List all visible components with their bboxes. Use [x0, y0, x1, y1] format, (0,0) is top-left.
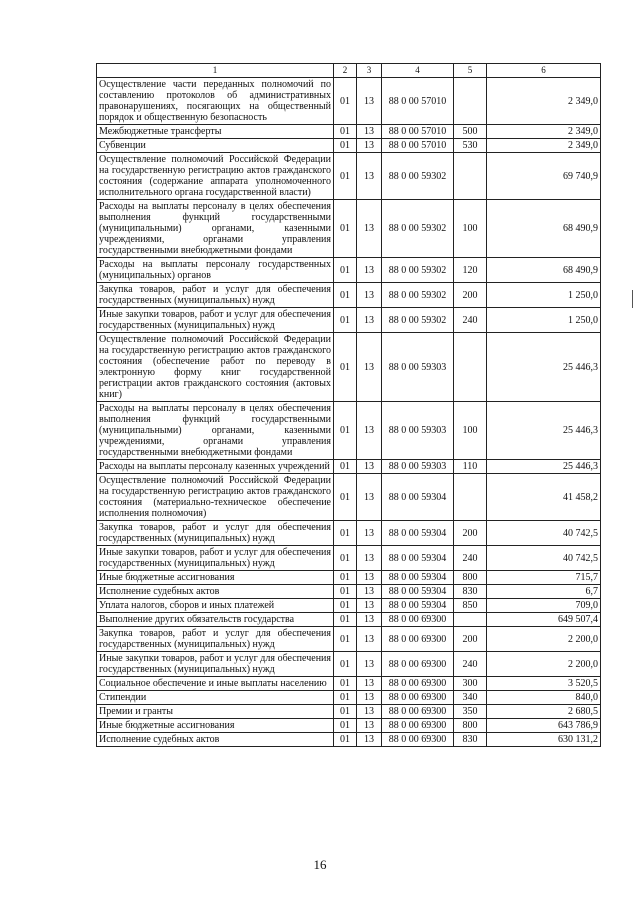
row-subsection: 13 — [357, 627, 382, 652]
row-subsection: 13 — [357, 546, 382, 571]
margin-mark — [632, 290, 633, 308]
row-expense-type: 800 — [454, 571, 487, 585]
row-expense-type — [454, 474, 487, 521]
row-subsection: 13 — [357, 705, 382, 719]
row-expense-type: 830 — [454, 585, 487, 599]
row-target-article: 88 0 00 59302 — [382, 283, 454, 308]
table-row — [97, 719, 601, 733]
table-row — [97, 571, 601, 585]
row-expense-type: 350 — [454, 705, 487, 719]
row-description: Иные закупки товаров, работ и услуг для обеспечения государственных (муниципальных) нужд — [97, 652, 334, 677]
row-amount: 41 458,2 — [487, 474, 601, 521]
row-amount: 840,0 — [487, 691, 601, 705]
row-amount: 25 446,3 — [487, 460, 601, 474]
row-section: 01 — [334, 613, 357, 627]
row-subsection: 13 — [357, 474, 382, 521]
row-target-article: 88 0 00 57010 — [382, 139, 454, 153]
row-target-article: 88 0 00 59303 — [382, 333, 454, 402]
row-description: Премии и гранты — [97, 705, 334, 719]
row-section: 01 — [334, 402, 357, 460]
row-target-article: 88 0 00 69300 — [382, 613, 454, 627]
row-section: 01 — [334, 474, 357, 521]
row-subsection: 13 — [357, 125, 382, 139]
row-description: Расходы на выплаты персоналу в целях обеспечения выполнения функций государственными (муниципальными) органами, казенными учреждениями, органами управления государственными внебюджетными фондами — [97, 402, 334, 460]
row-amount: 2 349,0 — [487, 139, 601, 153]
row-expense-type — [454, 333, 487, 402]
row-section: 01 — [334, 78, 357, 125]
row-description: Закупка товаров, работ и услуг для обеспечения государственных (муниципальных) нужд — [97, 521, 334, 546]
table-row — [97, 460, 601, 474]
table-row — [97, 677, 601, 691]
header-cell: 5 — [454, 64, 487, 78]
table-row — [97, 585, 601, 599]
row-description: Иные бюджетные ассигнования — [97, 719, 334, 733]
table-row — [97, 258, 601, 283]
row-amount: 709,0 — [487, 599, 601, 613]
row-amount: 2 349,0 — [487, 125, 601, 139]
row-expense-type: 240 — [454, 652, 487, 677]
row-section: 01 — [334, 139, 357, 153]
table-row — [97, 521, 601, 546]
row-subsection: 13 — [357, 153, 382, 200]
row-subsection: 13 — [357, 258, 382, 283]
row-subsection: 13 — [357, 139, 382, 153]
row-subsection: 13 — [357, 719, 382, 733]
row-section: 01 — [334, 258, 357, 283]
table-row — [97, 705, 601, 719]
row-section: 01 — [334, 546, 357, 571]
header-cell: 2 — [334, 64, 357, 78]
row-section: 01 — [334, 677, 357, 691]
table-row — [97, 733, 601, 747]
table-row — [97, 613, 601, 627]
row-description: Осуществление полномочий Российской Федерации на государственную регистрацию актов гражданского состояния (содержание аппарата уполномоченного исполнительного органа государственной власти) — [97, 153, 334, 200]
row-description: Уплата налогов, сборов и иных платежей — [97, 599, 334, 613]
row-description: Закупка товаров, работ и услуг для обеспечения государственных (муниципальных) нужд — [97, 283, 334, 308]
row-subsection: 13 — [357, 460, 382, 474]
budget-table — [96, 63, 601, 747]
row-section: 01 — [334, 733, 357, 747]
row-target-article: 88 0 00 59303 — [382, 460, 454, 474]
row-subsection: 13 — [357, 733, 382, 747]
row-expense-type — [454, 78, 487, 125]
row-section: 01 — [334, 691, 357, 705]
row-target-article: 88 0 00 69300 — [382, 677, 454, 691]
row-target-article: 88 0 00 59303 — [382, 402, 454, 460]
row-section: 01 — [334, 460, 357, 474]
row-amount: 715,7 — [487, 571, 601, 585]
row-amount: 68 490,9 — [487, 200, 601, 258]
row-expense-type: 200 — [454, 283, 487, 308]
table-row — [97, 308, 601, 333]
table-row — [97, 546, 601, 571]
table-row — [97, 125, 601, 139]
row-amount: 2 349,0 — [487, 78, 601, 125]
row-expense-type: 100 — [454, 402, 487, 460]
row-section: 01 — [334, 125, 357, 139]
row-description: Осуществление части переданных полномочий по составлению протоколов об административных правонарушениях, посягающих на общественный порядок и общественную безопасность — [97, 78, 334, 125]
row-description: Межбюджетные трансферты — [97, 125, 334, 139]
row-amount: 649 507,4 — [487, 613, 601, 627]
table-row — [97, 78, 601, 125]
table-row — [97, 333, 601, 402]
header-cell: 1 — [97, 64, 334, 78]
table-row — [97, 691, 601, 705]
row-subsection: 13 — [357, 521, 382, 546]
row-subsection: 13 — [357, 402, 382, 460]
row-section: 01 — [334, 333, 357, 402]
row-target-article: 88 0 00 69300 — [382, 652, 454, 677]
row-amount: 1 250,0 — [487, 308, 601, 333]
row-subsection: 13 — [357, 333, 382, 402]
row-description: Исполнение судебных актов — [97, 733, 334, 747]
table-row — [97, 474, 601, 521]
row-amount: 2 200,0 — [487, 652, 601, 677]
table-row — [97, 139, 601, 153]
row-expense-type: 120 — [454, 258, 487, 283]
table-row — [97, 652, 601, 677]
row-target-article: 88 0 00 59304 — [382, 521, 454, 546]
row-target-article: 88 0 00 59304 — [382, 474, 454, 521]
row-subsection: 13 — [357, 283, 382, 308]
header-cell: 4 — [382, 64, 454, 78]
row-expense-type: 240 — [454, 308, 487, 333]
row-description: Осуществление полномочий Российской Федерации на государственную регистрацию актов гражданского состояния (обеспечение работ по переводу в электронную форму книг государственной регистрации актов гражданского состояния (актовых книг) — [97, 333, 334, 402]
row-subsection: 13 — [357, 308, 382, 333]
row-amount: 6,7 — [487, 585, 601, 599]
table-row — [97, 599, 601, 613]
row-expense-type: 800 — [454, 719, 487, 733]
header-cell: 6 — [487, 64, 601, 78]
row-amount: 25 446,3 — [487, 333, 601, 402]
table-row — [97, 402, 601, 460]
row-expense-type: 200 — [454, 627, 487, 652]
row-description: Расходы на выплаты персоналу в целях обеспечения выполнения функций государственными (муниципальными) органами, казенными учреждениями, органами управления государственными внебюджетными фондами — [97, 200, 334, 258]
row-section: 01 — [334, 200, 357, 258]
row-description: Выполнение других обязательств государства — [97, 613, 334, 627]
table-row — [97, 200, 601, 258]
row-expense-type — [454, 613, 487, 627]
row-description: Расходы на выплаты персоналу государственных (муниципальных) органов — [97, 258, 334, 283]
row-expense-type: 830 — [454, 733, 487, 747]
row-amount: 1 250,0 — [487, 283, 601, 308]
budget-table-container — [96, 63, 601, 747]
row-subsection: 13 — [357, 200, 382, 258]
row-target-article: 88 0 00 59304 — [382, 599, 454, 613]
row-amount: 69 740,9 — [487, 153, 601, 200]
row-target-article: 88 0 00 69300 — [382, 719, 454, 733]
row-section: 01 — [334, 627, 357, 652]
row-section: 01 — [334, 705, 357, 719]
row-expense-type: 340 — [454, 691, 487, 705]
row-section: 01 — [334, 521, 357, 546]
row-expense-type: 850 — [454, 599, 487, 613]
table-row — [97, 283, 601, 308]
row-target-article: 88 0 00 59302 — [382, 153, 454, 200]
row-expense-type: 200 — [454, 521, 487, 546]
row-target-article: 88 0 00 57010 — [382, 125, 454, 139]
row-target-article: 88 0 00 59304 — [382, 546, 454, 571]
table-row — [97, 153, 601, 200]
row-subsection: 13 — [357, 599, 382, 613]
header-row — [97, 64, 601, 78]
row-subsection: 13 — [357, 571, 382, 585]
row-description: Иные закупки товаров, работ и услуг для обеспечения государственных (муниципальных) нужд — [97, 546, 334, 571]
row-section: 01 — [334, 308, 357, 333]
table-body — [97, 78, 601, 747]
row-subsection: 13 — [357, 613, 382, 627]
row-target-article: 88 0 00 59302 — [382, 258, 454, 283]
row-expense-type: 300 — [454, 677, 487, 691]
row-target-article: 88 0 00 69300 — [382, 733, 454, 747]
row-amount: 40 742,5 — [487, 546, 601, 571]
row-description: Субвенции — [97, 139, 334, 153]
row-description: Иные закупки товаров, работ и услуг для обеспечения государственных (муниципальных) нужд — [97, 308, 334, 333]
row-amount: 630 131,2 — [487, 733, 601, 747]
row-target-article: 88 0 00 59302 — [382, 308, 454, 333]
row-amount: 68 490,9 — [487, 258, 601, 283]
row-section: 01 — [334, 571, 357, 585]
row-expense-type: 240 — [454, 546, 487, 571]
row-target-article: 88 0 00 57010 — [382, 78, 454, 125]
row-section: 01 — [334, 283, 357, 308]
row-target-article: 88 0 00 69300 — [382, 691, 454, 705]
row-target-article: 88 0 00 59304 — [382, 571, 454, 585]
row-expense-type: 530 — [454, 139, 487, 153]
header-cell: 3 — [357, 64, 382, 78]
row-section: 01 — [334, 652, 357, 677]
row-subsection: 13 — [357, 677, 382, 691]
row-subsection: 13 — [357, 652, 382, 677]
row-amount: 25 446,3 — [487, 402, 601, 460]
row-section: 01 — [334, 719, 357, 733]
row-description: Социальное обеспечение и иные выплаты населению — [97, 677, 334, 691]
row-description: Осуществление полномочий Российской Федерации на государственную регистрацию актов гражданского состояния (материально-техническое обеспечение исполнения полномочия) — [97, 474, 334, 521]
row-amount: 2 680,5 — [487, 705, 601, 719]
row-description: Иные бюджетные ассигнования — [97, 571, 334, 585]
row-section: 01 — [334, 599, 357, 613]
row-description: Стипендии — [97, 691, 334, 705]
row-amount: 40 742,5 — [487, 521, 601, 546]
row-target-article: 88 0 00 59302 — [382, 200, 454, 258]
page-number: 16 — [313, 857, 327, 872]
row-target-article: 88 0 00 69300 — [382, 705, 454, 719]
row-description: Исполнение судебных актов — [97, 585, 334, 599]
row-section: 01 — [334, 153, 357, 200]
row-target-article: 88 0 00 69300 — [382, 627, 454, 652]
row-section: 01 — [334, 585, 357, 599]
row-description: Расходы на выплаты персоналу казенных учреждений — [97, 460, 334, 474]
row-amount: 643 786,9 — [487, 719, 601, 733]
row-subsection: 13 — [357, 585, 382, 599]
row-subsection: 13 — [357, 78, 382, 125]
table-row — [97, 627, 601, 652]
row-expense-type — [454, 153, 487, 200]
row-expense-type: 500 — [454, 125, 487, 139]
row-amount: 3 520,5 — [487, 677, 601, 691]
row-expense-type: 100 — [454, 200, 487, 258]
row-expense-type: 110 — [454, 460, 487, 474]
row-description: Закупка товаров, работ и услуг для обеспечения государственных (муниципальных) нужд — [97, 627, 334, 652]
row-subsection: 13 — [357, 691, 382, 705]
row-target-article: 88 0 00 59304 — [382, 585, 454, 599]
row-amount: 2 200,0 — [487, 627, 601, 652]
